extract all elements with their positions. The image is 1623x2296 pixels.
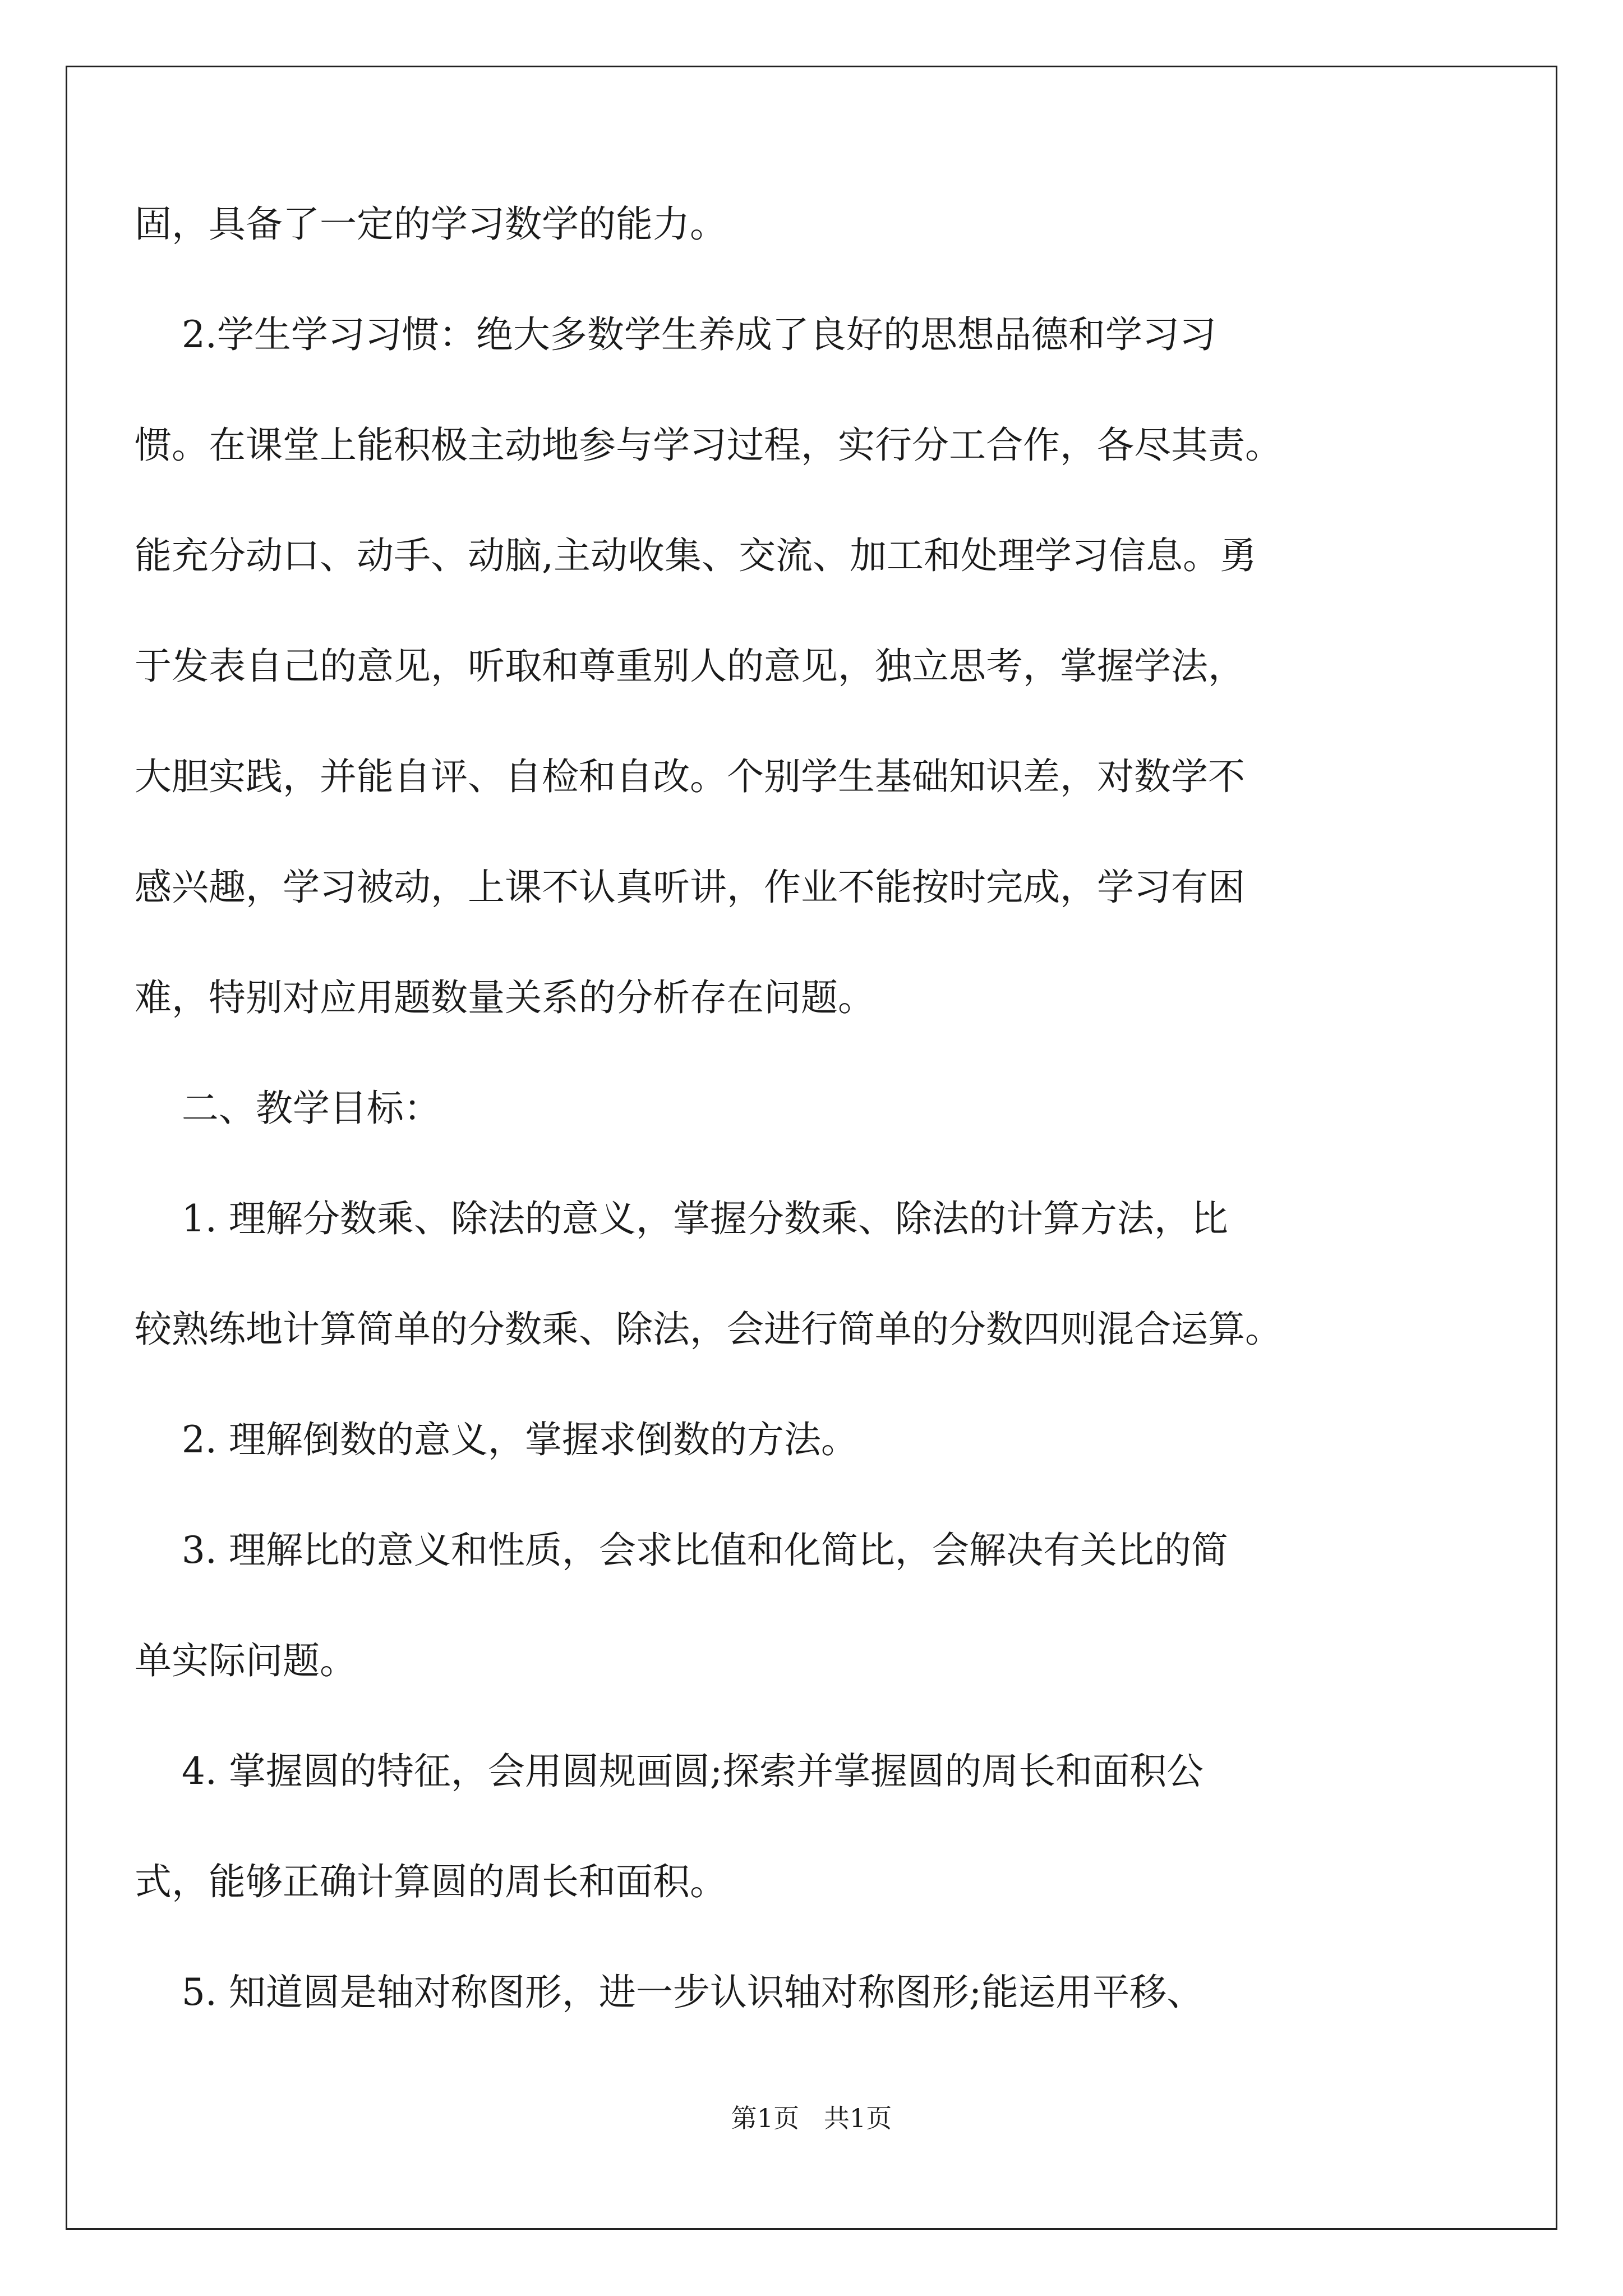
section-heading: 二、教学目标： [135,1087,441,1130]
page-frame [66,66,1557,2230]
text-line: 4. 掌握圆的特征，会用圆规画圆;探索并掌握圆的周长和面积公 [135,1750,1204,1793]
text-line: 较熟练地计算简单的分数乘、除法，会进行简单的分数四则混合运算。 [135,1308,1282,1351]
text-line: 大胆实践，并能自评、自检和自改。个别学生基础知识差，对数学不 [135,755,1245,798]
text-line: 于发表自己的意见，听取和尊重别人的意见，独立思考，掌握学法， [135,645,1245,688]
page-footer: 第1页 共1页 [731,2103,892,2133]
text-line: 能充分动口、动手、动脑,主动收集、交流、加工和处理学习信息。勇 [135,534,1257,577]
text-line: 5. 知道圆是轴对称图形，进一步认识轴对称图形;能运用平移、 [135,1971,1204,2014]
text-line: 单实际问题。 [135,1639,357,1682]
text-line: 3. 理解比的意义和性质，会求比值和化简比，会解决有关比的简 [135,1529,1228,1572]
text-line: 难，特别对应用题数量关系的分析存在问题。 [135,976,875,1019]
text-line: 1. 理解分数乘、除法的意义，掌握分数乘、除法的计算方法，比 [135,1197,1228,1240]
text-line: 2. 理解倒数的意义，掌握求倒数的方法。 [135,1418,858,1461]
text-line: 式，能够正确计算圆的周长和面积。 [135,1860,727,1903]
text-line: 惯。在课堂上能积极主动地参与学习过程，实行分工合作，各尽其责。 [135,424,1282,467]
text-line: 感兴趣，学习被动，上课不认真听讲，作业不能按时完成，学习有困 [135,866,1245,909]
text-line: 固，具备了一定的学习数学的能力。 [135,203,727,246]
text-line: 2.学生学习习惯：绝大多数学生养成了良好的思想品德和学习习 [135,313,1216,356]
